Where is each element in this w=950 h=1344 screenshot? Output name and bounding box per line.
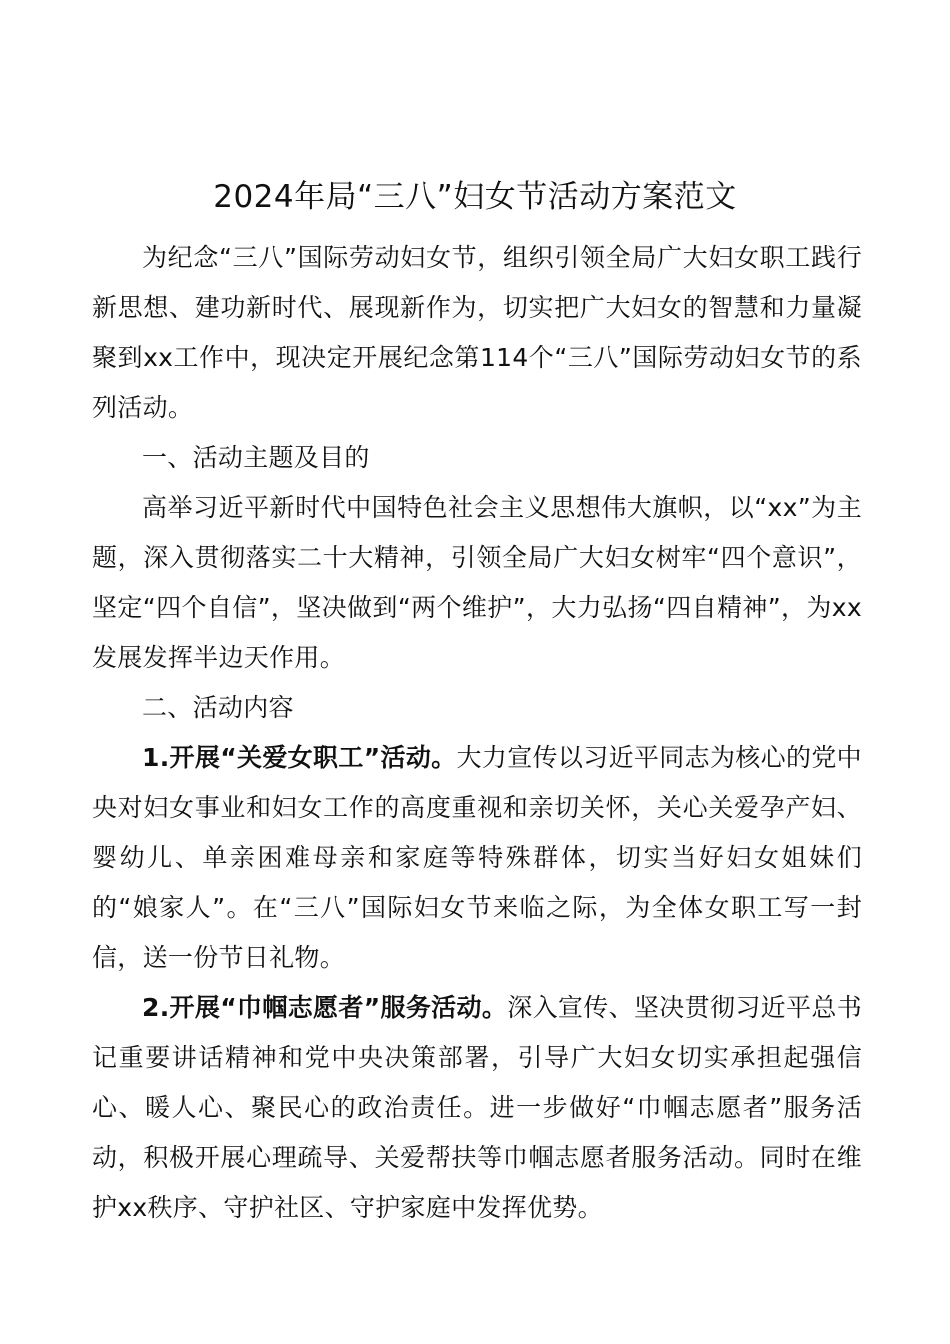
content-item-2 [92,983,862,1233]
section-heading-content: 二、活动内容 [142,693,294,722]
intro-paragraph: 为纪念“三八”国际劳动妇女节，组织引领全局广大妇女职工践行新思想、建功新时代、展现新作为，切实把广大妇女的智慧和力量凝聚到xx工作中，现决定开展纪念第114个“三八”国际劳动妇女节的系列活动。 [92,243,862,422]
content-item-2-lead: 2.开展“巾帼志愿者”服务活动。 [142,993,508,1022]
document-title: 2024年局“三八”妇女节活动方案范文 [213,179,737,215]
content-item-1-text: 大力宣传以习近平同志为核心的党中央对妇女事业和妇女工作的高度重视和亲切关怀，关心关爱孕产妇、婴幼儿、单亲困难母亲和家庭等特殊群体，切实当好妇女姐妹们的“娘家人”。在“三八”国际妇女节来临之际，为全体女职工写一封信，送一份节日礼物。 [92,743,862,972]
document-body [92,233,862,1233]
content-item-1 [92,733,862,983]
theme-paragraph: 高举习近平新时代中国特色社会主义思想伟大旗帜，以“xx”为主题，深入贯彻落实二十大精神，引领全局广大妇女树牢“四个意识”，坚定“四个自信”，坚决做到“两个维护”，大力弘扬“四自精神”，为xx发展发挥半边天作用。 [92,493,862,672]
section-heading-theme: 一、活动主题及目的 [142,443,370,472]
content-item-1-lead: 1.开展“关爱女职工”活动。 [142,743,457,772]
content-item-2-text: 深入宣传、坚决贯彻习近平总书记重要讲话精神和党中央决策部署，引导广大妇女切实承担起强信心、暖人心、聚民心的政治责任。进一步做好“巾帼志愿者”服务活动，积极开展心理疏导、关爱帮扶等巾帼志愿者服务活动。同时在维护xx秩序、守护社区、守护家庭中发挥优势。 [92,993,862,1222]
